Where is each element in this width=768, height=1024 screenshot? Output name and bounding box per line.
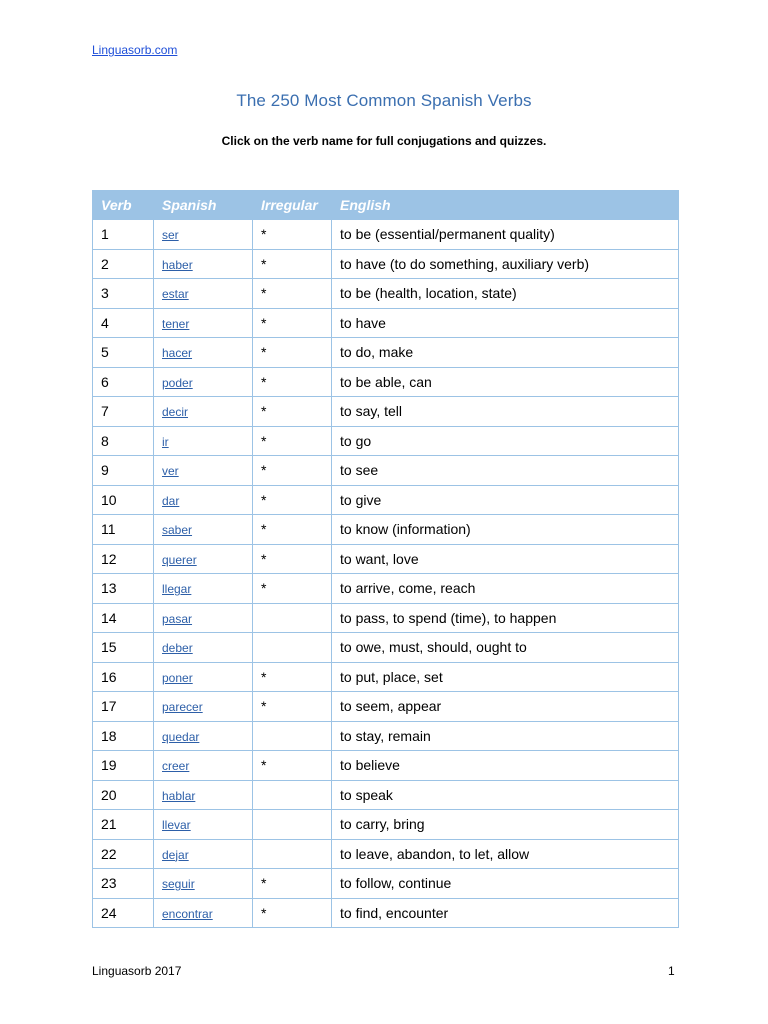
- irregular-marker-cell: *: [253, 515, 332, 545]
- spanish-verb-link[interactable]: ver: [162, 464, 179, 479]
- irregular-marker-cell: *: [253, 367, 332, 397]
- spanish-verb-cell: [154, 603, 253, 633]
- footer-copyright: Linguasorb 2017: [92, 964, 182, 978]
- column-header-spanish: Spanish: [154, 191, 253, 220]
- table-row: [93, 338, 679, 368]
- spanish-verb-cell: [154, 810, 253, 840]
- spanish-verb-link[interactable]: llegar: [162, 582, 192, 597]
- irregular-marker-cell: *: [253, 574, 332, 604]
- spanish-verb-cell: [154, 544, 253, 574]
- table-row: [93, 721, 679, 751]
- spanish-verb-cell: [154, 220, 253, 250]
- irregular-marker-cell: [253, 839, 332, 869]
- spanish-verb-link[interactable]: saber: [162, 523, 193, 538]
- table-row: [93, 544, 679, 574]
- irregular-marker-cell: [253, 810, 332, 840]
- spanish-verb-link[interactable]: ser: [162, 228, 179, 243]
- english-meaning-cell: to see: [332, 456, 679, 486]
- table-row: [93, 780, 679, 810]
- spanish-verb-cell: [154, 721, 253, 751]
- english-meaning-cell: to follow, continue: [332, 869, 679, 899]
- verb-rank-cell: 21: [93, 810, 154, 840]
- irregular-marker-cell: *: [253, 544, 332, 574]
- table-row: [93, 662, 679, 692]
- table-row: [93, 692, 679, 722]
- english-meaning-cell: to put, place, set: [332, 662, 679, 692]
- irregular-marker-cell: *: [253, 308, 332, 338]
- irregular-marker-cell: *: [253, 279, 332, 309]
- verb-rank-cell: 19: [93, 751, 154, 781]
- site-link[interactable]: Linguasorb.com: [92, 43, 178, 57]
- verb-rank-cell: 8: [93, 426, 154, 456]
- english-meaning-cell: to give: [332, 485, 679, 515]
- irregular-marker-cell: [253, 603, 332, 633]
- table-row: [93, 810, 679, 840]
- spanish-verb-link[interactable]: quedar: [162, 729, 200, 744]
- spanish-verb-link[interactable]: tener: [162, 316, 190, 331]
- irregular-marker-cell: *: [253, 662, 332, 692]
- irregular-marker-cell: *: [253, 898, 332, 928]
- column-header-verb: Verb: [93, 191, 154, 220]
- irregular-marker-cell: [253, 780, 332, 810]
- table-row: [93, 485, 679, 515]
- irregular-marker-cell: *: [253, 869, 332, 899]
- spanish-verb-link[interactable]: poner: [162, 670, 193, 685]
- verb-rank-cell: 24: [93, 898, 154, 928]
- column-header-english: English: [332, 191, 679, 220]
- english-meaning-cell: to arrive, come, reach: [332, 574, 679, 604]
- english-meaning-cell: to have: [332, 308, 679, 338]
- english-meaning-cell: to stay, remain: [332, 721, 679, 751]
- table-row: [93, 308, 679, 338]
- spanish-verb-link[interactable]: poder: [162, 375, 193, 390]
- verb-rank-cell: 18: [93, 721, 154, 751]
- spanish-verb-cell: [154, 780, 253, 810]
- table-row: [93, 397, 679, 427]
- page-subtitle: Click on the verb name for full conjugations and quizzes.: [221, 134, 547, 148]
- footer-page-number: 1: [668, 964, 675, 978]
- verb-rank-cell: 15: [93, 633, 154, 663]
- table-row: [93, 603, 679, 633]
- english-meaning-cell: to seem, appear: [332, 692, 679, 722]
- english-meaning-cell: to have (to do something, auxiliary verb): [332, 249, 679, 279]
- table-row: [93, 839, 679, 869]
- spanish-verb-cell: [154, 515, 253, 545]
- english-meaning-cell: to say, tell: [332, 397, 679, 427]
- english-meaning-cell: to be able, can: [332, 367, 679, 397]
- spanish-verb-cell: [154, 485, 253, 515]
- english-meaning-cell: to be (health, location, state): [332, 279, 679, 309]
- english-meaning-cell: to find, encounter: [332, 898, 679, 928]
- irregular-marker-cell: *: [253, 692, 332, 722]
- spanish-verb-link[interactable]: encontrar: [162, 906, 213, 921]
- spanish-verb-cell: [154, 426, 253, 456]
- verb-rank-cell: 11: [93, 515, 154, 545]
- verb-rank-cell: 4: [93, 308, 154, 338]
- verb-rank-cell: 13: [93, 574, 154, 604]
- verb-rank-cell: 17: [93, 692, 154, 722]
- table-row: [93, 751, 679, 781]
- verb-rank-cell: 6: [93, 367, 154, 397]
- english-meaning-cell: to leave, abandon, to let, allow: [332, 839, 679, 869]
- spanish-verb-link[interactable]: estar: [162, 287, 189, 302]
- verb-rank-cell: 16: [93, 662, 154, 692]
- english-meaning-cell: to believe: [332, 751, 679, 781]
- verb-rank-cell: 10: [93, 485, 154, 515]
- irregular-marker-cell: *: [253, 426, 332, 456]
- verb-rank-cell: 14: [93, 603, 154, 633]
- spanish-verb-cell: [154, 249, 253, 279]
- table-row: [93, 869, 679, 899]
- verbs-table: [92, 190, 679, 928]
- spanish-verb-link[interactable]: creer: [162, 759, 190, 774]
- table-row: [93, 574, 679, 604]
- spanish-verb-cell: [154, 574, 253, 604]
- spanish-verb-cell: [154, 869, 253, 899]
- english-meaning-cell: to know (information): [332, 515, 679, 545]
- english-meaning-cell: to owe, must, should, ought to: [332, 633, 679, 663]
- spanish-verb-link[interactable]: hablar: [162, 788, 196, 803]
- table-row: [93, 367, 679, 397]
- spanish-verb-link[interactable]: decir: [162, 405, 189, 420]
- table-row: [93, 898, 679, 928]
- english-meaning-cell: to want, love: [332, 544, 679, 574]
- spanish-verb-link[interactable]: seguir: [162, 877, 195, 892]
- english-meaning-cell: to be (essential/permanent quality): [332, 220, 679, 250]
- verb-rank-cell: 12: [93, 544, 154, 574]
- english-meaning-cell: to pass, to spend (time), to happen: [332, 603, 679, 633]
- irregular-marker-cell: *: [253, 456, 332, 486]
- spanish-verb-cell: [154, 692, 253, 722]
- english-meaning-cell: to do, make: [332, 338, 679, 368]
- column-header-irregular: Irregular: [253, 191, 332, 220]
- table-row: [93, 515, 679, 545]
- table-row: [93, 426, 679, 456]
- irregular-marker-cell: *: [253, 397, 332, 427]
- spanish-verb-link[interactable]: querer: [162, 552, 197, 567]
- spanish-verb-cell: [154, 898, 253, 928]
- spanish-verb-cell: [154, 367, 253, 397]
- verb-rank-cell: 2: [93, 249, 154, 279]
- spanish-verb-cell: [154, 662, 253, 692]
- spanish-verb-cell: [154, 397, 253, 427]
- spanish-verb-link[interactable]: haber: [162, 257, 193, 272]
- irregular-marker-cell: *: [253, 220, 332, 250]
- spanish-verb-link[interactable]: dejar: [162, 847, 189, 862]
- irregular-marker-cell: *: [253, 338, 332, 368]
- table-row: [93, 279, 679, 309]
- spanish-verb-link[interactable]: deber: [162, 641, 193, 656]
- irregular-marker-cell: *: [253, 751, 332, 781]
- irregular-marker-cell: *: [253, 249, 332, 279]
- verb-rank-cell: 23: [93, 869, 154, 899]
- table-header-row: [93, 191, 679, 220]
- table-row: [93, 220, 679, 250]
- table-row: [93, 456, 679, 486]
- spanish-verb-cell: [154, 279, 253, 309]
- verbs-table-body: [93, 220, 679, 928]
- verb-rank-cell: 7: [93, 397, 154, 427]
- spanish-verb-cell: [154, 456, 253, 486]
- verb-rank-cell: 5: [93, 338, 154, 368]
- verb-rank-cell: 9: [93, 456, 154, 486]
- spanish-verb-link[interactable]: ir: [162, 434, 169, 449]
- spanish-verb-cell: [154, 338, 253, 368]
- spanish-verb-link[interactable]: pasar: [162, 611, 193, 626]
- irregular-marker-cell: [253, 721, 332, 751]
- spanish-verb-cell: [154, 633, 253, 663]
- spanish-verb-cell: [154, 308, 253, 338]
- irregular-marker-cell: *: [253, 485, 332, 515]
- verb-rank-cell: 22: [93, 839, 154, 869]
- table-row: [93, 633, 679, 663]
- irregular-marker-cell: [253, 633, 332, 663]
- english-meaning-cell: to speak: [332, 780, 679, 810]
- table-row: [93, 249, 679, 279]
- english-meaning-cell: to carry, bring: [332, 810, 679, 840]
- spanish-verb-link[interactable]: hacer: [162, 346, 193, 361]
- verb-rank-cell: 1: [93, 220, 154, 250]
- english-meaning-cell: to go: [332, 426, 679, 456]
- page-title: The 250 Most Common Spanish Verbs: [236, 91, 532, 110]
- spanish-verb-link[interactable]: llevar: [162, 818, 191, 833]
- spanish-verb-cell: [154, 839, 253, 869]
- spanish-verb-link[interactable]: parecer: [162, 700, 203, 715]
- spanish-verb-cell: [154, 751, 253, 781]
- verb-rank-cell: 3: [93, 279, 154, 309]
- verb-rank-cell: 20: [93, 780, 154, 810]
- spanish-verb-link[interactable]: dar: [162, 493, 180, 508]
